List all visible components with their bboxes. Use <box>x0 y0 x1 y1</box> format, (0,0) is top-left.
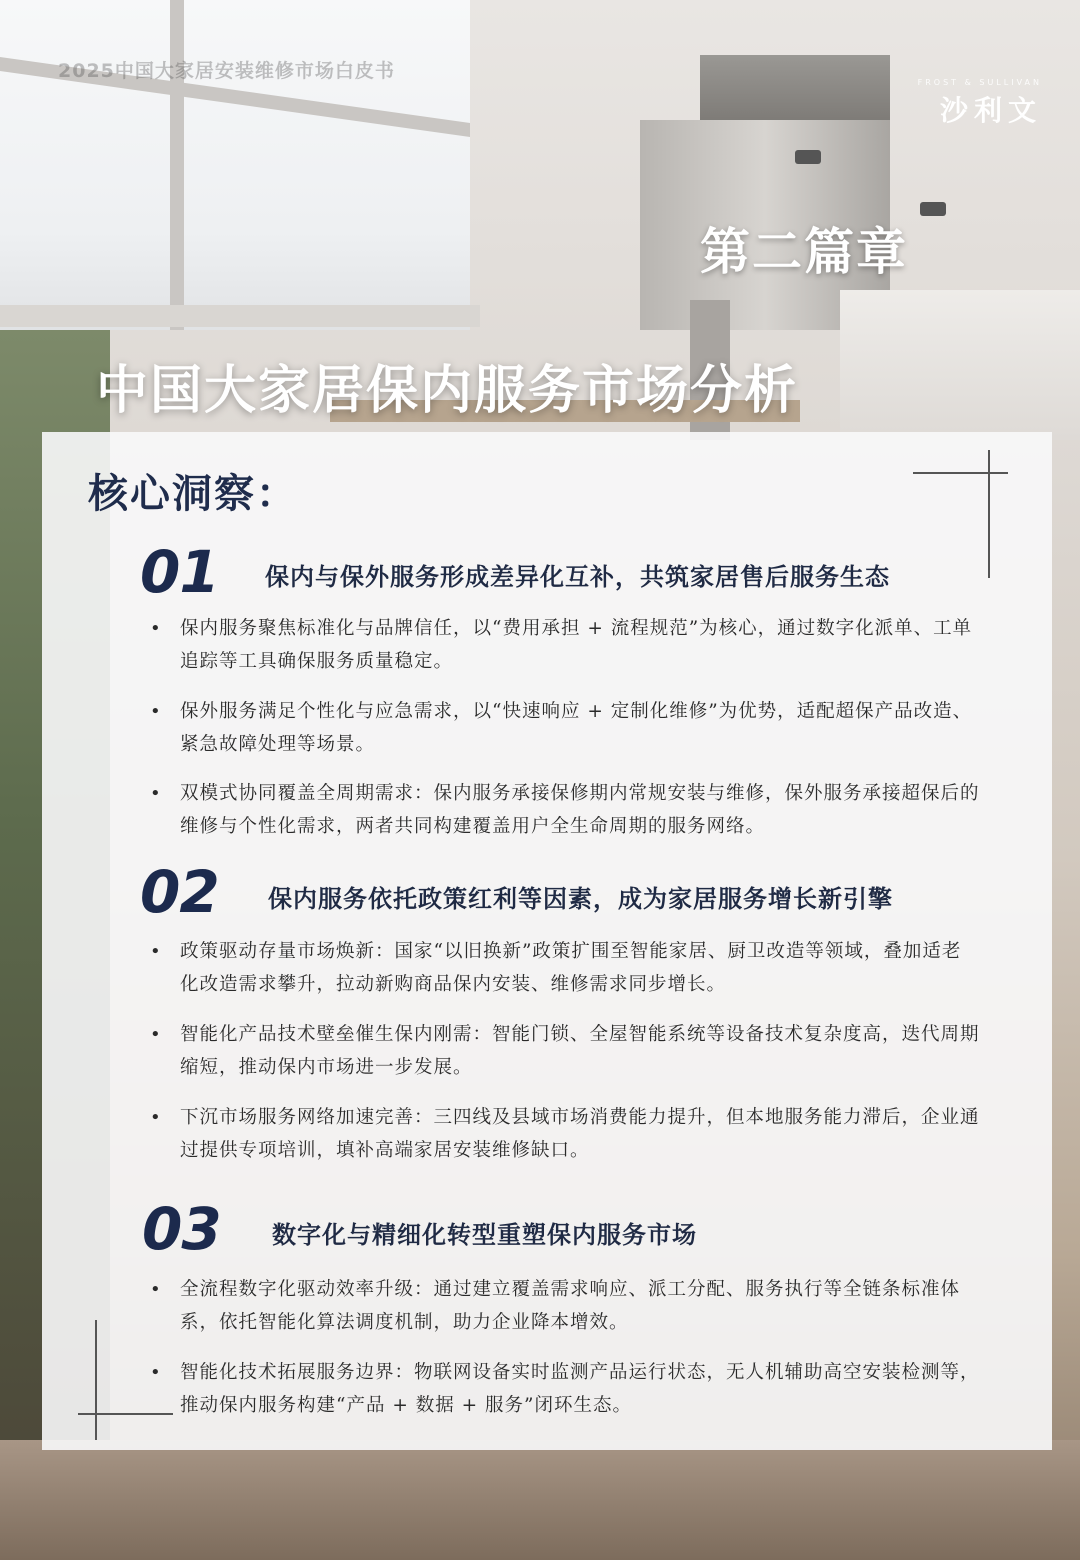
list-item-text: 保内服务聚焦标准化与品牌信任，以“费用承担 + 流程规范”为核心，通过数字化派单、工单追踪等工具确保服务质量稳定。 <box>180 618 973 672</box>
list-item-text: 智能化技术拓展服务边界：物联网设备实时监测产品运行状态，无人机辅助高空安装检测等，推动保内服务构建“产品 + 数据 + 服务”闭环生态。 <box>180 1362 980 1416</box>
insights-title: 核心洞察： <box>88 470 298 517</box>
corner-decoration <box>913 472 1008 474</box>
list-item-text: 政策驱动存量市场焕新：国家“以旧换新”政策扩围至智能家居、厨卫改造等领域，叠加适老化改造需求攀升，拉动新购商品保内安装、维修需求同步增长。 <box>180 941 962 995</box>
section-number: 02 <box>140 858 219 926</box>
bullet-dot: • <box>150 618 162 639</box>
list-item-text: 保外服务满足个性化与应急需求，以“快速响应 + 定制化维修”为优势，适配超保产品改造、紧急故障处理等场景。 <box>180 701 973 755</box>
bullet-dot: • <box>150 1107 162 1128</box>
brand-logo <box>918 78 1042 129</box>
page-title: 中国大家居保内服务市场分析 <box>96 360 799 421</box>
section-heading: 保内服务依托政策红利等因素，成为家居服务增长新引擎 <box>268 884 893 913</box>
document-title: 2025中国大家居安装维修市场白皮书 <box>58 60 395 82</box>
section-heading: 保内与保外服务形成差异化互补，共筑家居售后服务生态 <box>265 562 890 591</box>
list-item-text: 全流程数字化驱动效率升级：通过建立覆盖需求响应、派工分配、服务执行等全链条标准体系，依托智能化算法调度机制，助力企业降本增效。 <box>180 1279 961 1333</box>
bullet-dot: • <box>150 783 162 804</box>
ceiling-light <box>795 150 821 164</box>
list-item <box>150 777 980 843</box>
section-number: 01 <box>140 538 219 606</box>
list-item-text: 双模式协同覆盖全周期需求：保内服务承接保修期内常规安装与维修，保外服务承接超保后的维修与个性化需求，两者共同构建覆盖用户全生命周期的服务网络。 <box>180 783 980 837</box>
list-item <box>150 1356 980 1422</box>
list-item <box>150 695 980 761</box>
list-item <box>150 1273 980 1339</box>
range-hood-top <box>700 55 890 130</box>
skylight-frame <box>170 0 184 330</box>
bullet-dot: • <box>150 701 162 722</box>
wall-cabinet <box>840 290 1080 440</box>
section-heading: 数字化与精细化转型重塑保内服务市场 <box>272 1220 697 1249</box>
bullet-dot: • <box>150 1362 162 1383</box>
list-item-text: 智能化产品技术壁垒催生保内刚需：智能门锁、全屋智能系统等设备技术复杂度高，迭代周期缩短，推动保内市场进一步发展。 <box>180 1024 980 1078</box>
corner-decoration <box>988 450 990 578</box>
ceiling-edge <box>0 305 480 327</box>
bullet-dot: • <box>150 1024 162 1045</box>
chapter-label: 第二篇章 <box>700 222 908 281</box>
floor <box>0 1440 1080 1560</box>
list-item <box>150 1101 980 1167</box>
section-number: 03 <box>142 1195 221 1263</box>
list-item <box>150 935 980 1001</box>
bullet-dot: • <box>150 1279 162 1300</box>
list-item-text: 下沉市场服务网络加速完善：三四线及县域市场消费能力提升，但本地服务能力滞后，企业通过提供专项培训，填补高端家居安装维修缺口。 <box>180 1107 980 1161</box>
corner-decoration <box>95 1320 97 1440</box>
list-item <box>150 1018 980 1084</box>
skylight <box>0 0 470 330</box>
bullet-dot: • <box>150 941 162 962</box>
logo-english: FROST & SULLIVAN <box>917 78 1042 87</box>
list-item <box>150 612 980 678</box>
ceiling-light <box>920 202 946 216</box>
logo-chinese: 沙利文 <box>939 94 1042 127</box>
